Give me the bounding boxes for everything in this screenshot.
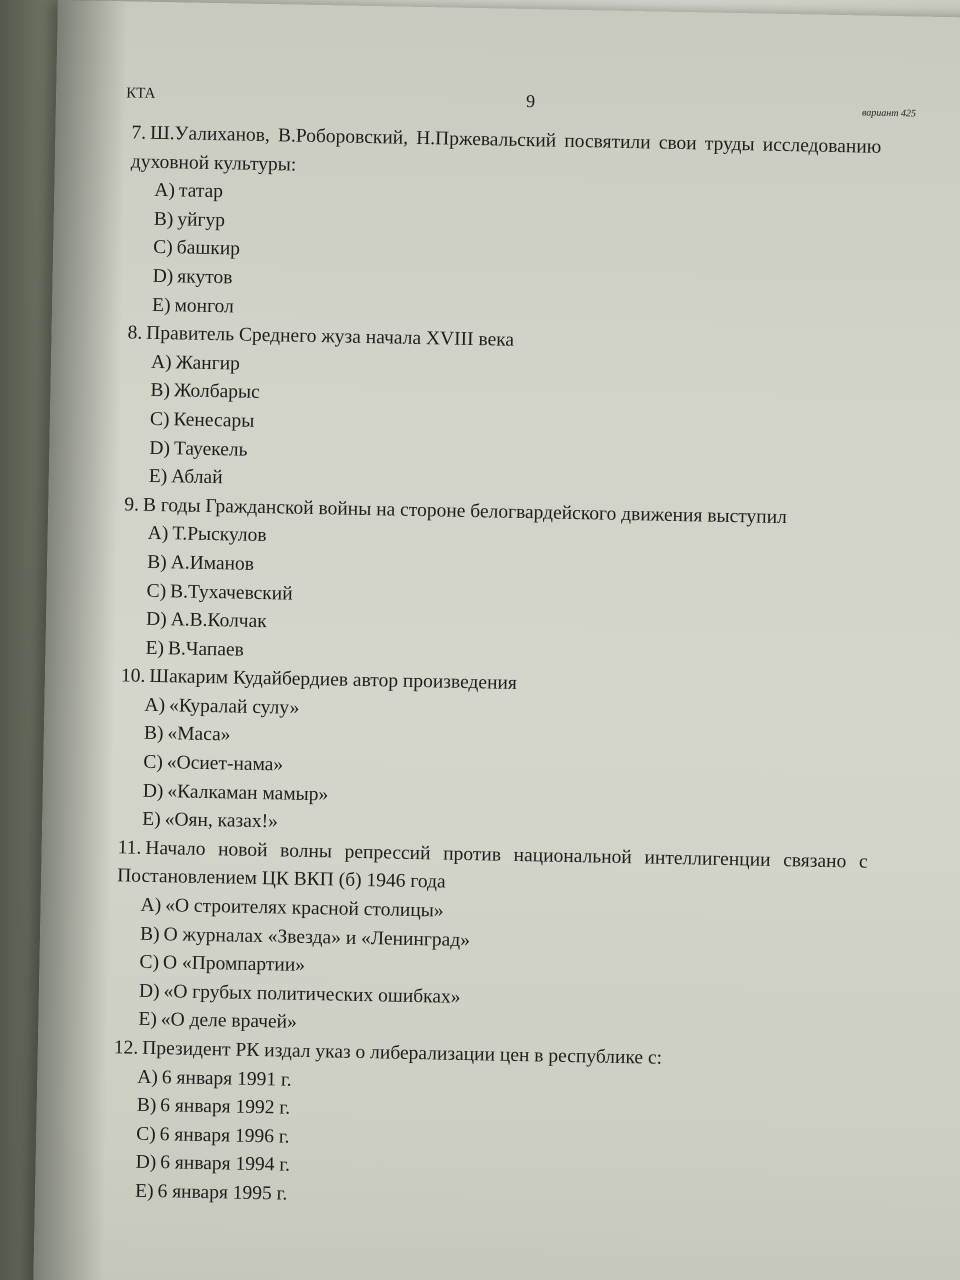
header-left-label: КТА xyxy=(126,85,156,102)
option-letter: C) xyxy=(136,1123,156,1145)
option-letter: C) xyxy=(153,237,173,259)
question-12 xyxy=(111,1034,864,1220)
answer-options xyxy=(128,177,881,334)
question-10 xyxy=(118,663,871,849)
option-letter: B) xyxy=(147,551,167,574)
questions-list xyxy=(111,119,882,1220)
option-letter: D) xyxy=(152,265,174,288)
option-letter: E) xyxy=(138,1009,158,1031)
question-body: Правитель Среднего жуза начала XVIII века xyxy=(146,322,515,351)
option-letter: C) xyxy=(149,408,170,431)
option-text: «О грубых политических ошибках» xyxy=(163,981,461,1008)
question-7 xyxy=(128,119,882,334)
option-text: Тауекель xyxy=(173,437,248,461)
option-text: «Оян, казах!» xyxy=(164,809,279,833)
option-letter: A) xyxy=(147,523,169,545)
answer-options xyxy=(111,1063,864,1220)
option-letter: E) xyxy=(148,465,168,488)
option-letter: D) xyxy=(135,1152,157,1174)
answer-options xyxy=(121,520,874,677)
option-text: «Куралай сулу» xyxy=(168,695,300,719)
option-text: О «Промпартии» xyxy=(162,952,306,977)
option-text: В.Тухачевский xyxy=(169,580,293,605)
option-text: Аблай xyxy=(171,466,223,489)
option-letter: A) xyxy=(140,894,162,917)
option-text: 6 января 1994 г. xyxy=(160,1152,291,1177)
question-body: Начало новой волны репрессий против национальной интеллигенции связано с Постановлением ЦК ВКП (б) 1946 года xyxy=(116,837,868,894)
option-letter: A) xyxy=(150,351,172,373)
question-8 xyxy=(125,320,878,506)
question-number: 12. xyxy=(113,1037,139,1059)
option-text: якутов xyxy=(177,266,233,289)
option-text: «Маса» xyxy=(167,723,231,746)
option-letter: B) xyxy=(136,1094,157,1117)
answer-options xyxy=(114,891,867,1048)
option-letter: A) xyxy=(144,694,166,717)
option-text: Т.Рыскулов xyxy=(172,523,267,547)
answer-options xyxy=(125,348,878,505)
option-text: «Осиет-нама» xyxy=(166,752,284,776)
question-number: 10. xyxy=(120,665,146,688)
question-number: 11. xyxy=(117,837,142,859)
option-letter: D) xyxy=(138,980,160,1002)
option-text: татар xyxy=(178,180,224,203)
test-page xyxy=(33,0,960,1280)
option-text: башкир xyxy=(176,237,241,260)
variant-label: вариант 425 xyxy=(861,107,917,120)
question-body: Ш.Уалиханов, В.Роборовский, Н.Пржевальский посвятили свои труды исследованию духовной культуры: xyxy=(130,122,882,176)
option-text: «О строителях красной столицы» xyxy=(165,895,444,922)
question-body: В годы Гражданской войны на стороне белогвардейского движения выступил xyxy=(142,494,788,528)
question-body: Шакарим Кудайбердиев автор произведения xyxy=(149,666,518,695)
option-text: А.В.Колчак xyxy=(170,609,267,633)
option-letter: A) xyxy=(154,180,176,202)
option-text: 6 января 1996 г. xyxy=(159,1123,290,1148)
option-text: монгол xyxy=(174,294,235,317)
option-text: 6 января 1991 г. xyxy=(161,1066,292,1091)
option-text: Кенесары xyxy=(173,409,255,432)
option-text: А.Иманов xyxy=(170,552,255,575)
option-letter: E) xyxy=(145,637,165,659)
option-letter: D) xyxy=(145,608,167,631)
option-letter: E) xyxy=(142,809,161,831)
page-header xyxy=(126,85,916,124)
option-letter: D) xyxy=(149,437,171,459)
option-letter: B) xyxy=(153,208,174,231)
page-number: 9 xyxy=(525,91,536,112)
option-text: О журналах «Звезда» и «Ленинград» xyxy=(163,923,471,951)
option-text: «О деле врачей» xyxy=(160,1009,298,1034)
option-letter: D) xyxy=(142,780,164,802)
option-letter: E) xyxy=(134,1180,154,1203)
option-text: Жолбарыс xyxy=(173,380,260,404)
option-text: 6 января 1992 г. xyxy=(160,1095,291,1119)
option-letter: B) xyxy=(139,923,160,945)
option-letter: B) xyxy=(150,380,171,402)
option-text: уйгур xyxy=(177,209,226,232)
option-letter: E) xyxy=(151,294,171,316)
option-text: В.Чапаев xyxy=(167,637,245,661)
option-letter: B) xyxy=(143,723,164,745)
option-letter: C) xyxy=(146,580,167,602)
answer-options xyxy=(118,691,871,848)
question-number: 7. xyxy=(131,122,147,144)
option-text: «Калкаман мамыр» xyxy=(167,780,329,805)
question-9 xyxy=(121,491,874,677)
option-letter: C) xyxy=(139,951,160,974)
option-text: Жангир xyxy=(175,352,241,375)
option-text: 6 января 1995 г. xyxy=(157,1181,288,1205)
question-number: 8. xyxy=(127,322,143,344)
question-body: Президент РК издал указ о либерализации цен в республике с: xyxy=(142,1037,663,1069)
option-letter: A) xyxy=(137,1066,159,1088)
question-11 xyxy=(114,834,868,1049)
option-letter: C) xyxy=(143,751,164,774)
question-number: 9. xyxy=(124,494,140,516)
